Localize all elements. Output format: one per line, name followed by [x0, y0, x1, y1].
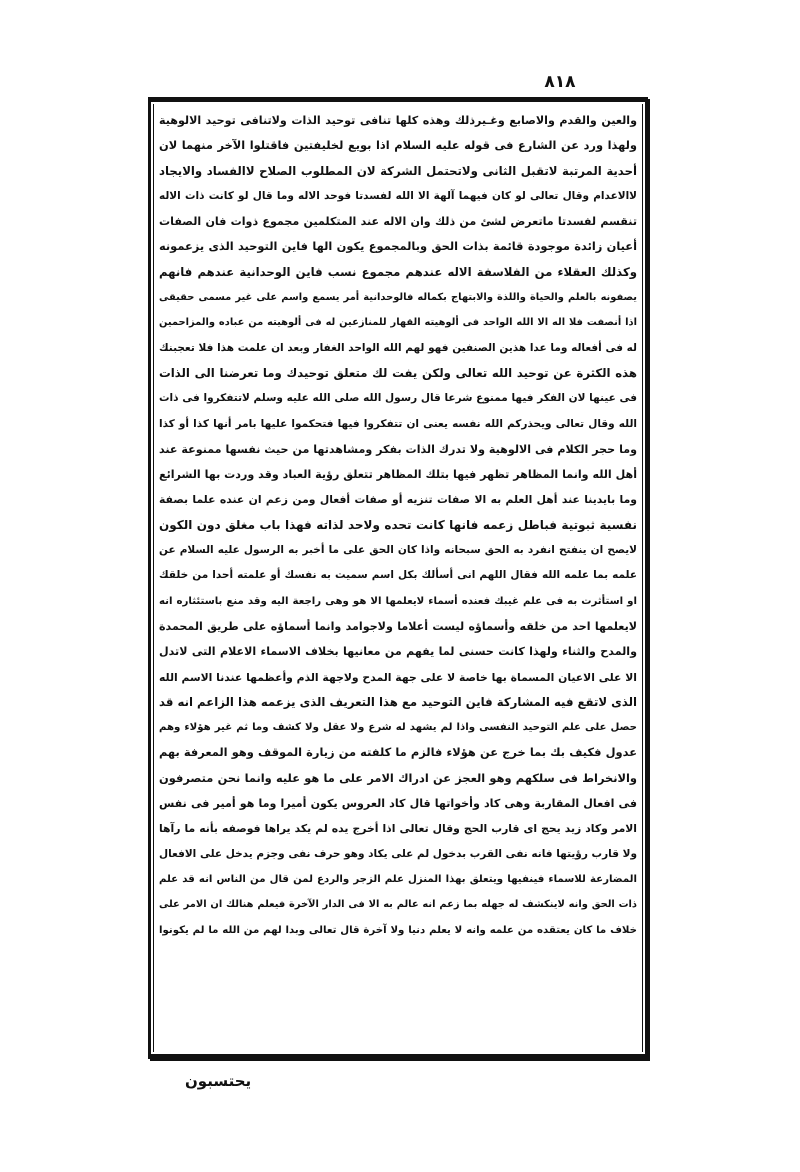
- text-line: تنقسم لفسدتا ماتعرض لشئ من ذلك وان الاله عند المتكلمين مجموع ذوات فان الصفات: [159, 215, 637, 229]
- text-line: وما بايدينا عند أهل العلم به الا صفات تنزيه أو صفات أفعال ومن زعم ان عنده علما بصفة: [159, 493, 637, 507]
- text-line: لايعلمها احد من خلقه وأسماؤه ليست أعلاما ولاجوامد وانما أسماؤه على طريق المحمدة: [159, 619, 637, 633]
- text-frame: [148, 97, 648, 1059]
- text-line: فى عينها لان الفكر فيها ممنوع شرعا قال رسول الله صلى الله عليه وسلم لاتتفكروا فى ذات: [159, 392, 637, 405]
- text-line: علمه بما علمه الله فقال اللهم انى أسألك بكل اسم سميت به نفسك أو علمته أحدا من خلقك: [159, 569, 637, 582]
- text-line: حصل على علم التوحيد النفسى واذا لم يشهد له شرع ولا عقل ولا كشف وما ثم غير هؤلاء وهم: [159, 722, 637, 734]
- text-line: ذات الحق وانه لاينكشف له جهله بما زعم انه عالم به الا فى الدار الآخرة فيعلم هنالك ان الامر على: [159, 899, 637, 911]
- text-line: هذه الكثرة عن توحيد الله تعالى ولكن يفت لك متعلق توحيدك وما تعرضنا الى الذات: [159, 365, 637, 380]
- text-line: فى افعال المقاربة وهى كاد وأخواتها قال كاد العروس يكون أميرا وما هو أمير فى نفس: [159, 797, 637, 811]
- text-line: الامر وكاد زيد يحج اى قارب الحج وقال تعالى اذا أخرج يده لم يكد يراها فوصفه بأنه ما رآها: [159, 822, 637, 836]
- text-line: والعين والقدم والاصابع وغـيرذلك وهذه كلها تنافى توحيد الذات ولاتنافى توحيد الالوهية: [159, 114, 637, 127]
- text-line: وكذلك العقلاء من الفلاسفة الاله عندهم مجموع نسب فاين الوحدانية عندهم فانهم: [159, 264, 637, 279]
- text-line: المضارعة للاسماء فينفيها ويتعلق بهذا المنزل علم الزجر والردع لمن قال من الناس انه قد علم: [159, 873, 637, 885]
- text-line: والانخراط فى سلكهم وهو العجز عن ادراك الامر على ما هو عليه وانما نحن متصرفون: [159, 770, 637, 785]
- text-line: والمدح والثناء ولهذا كانت حسنى لما يفهم من معانيها بخلاف الاسماء الاعلام التى لاتدل: [159, 645, 637, 659]
- text-line: نفسية ثبوتية فباطل زعمه فانها كانت تحده ولاحد لذاته فهذا باب مغلق دون الكون: [159, 517, 637, 532]
- text-line: خلاف ما كان يعتقده من علمه وانه لا يعلم دنيا ولا آخرة قال تعالى وبدا لهم من الله ما لم يكونوا: [159, 924, 637, 936]
- page-number: ٨١٨: [544, 72, 576, 92]
- text-line: عدول فكيف بك بما خرج عن هؤلاء فالزم ما كلفته من زيارة الموقف وهو المعرفة بهم: [159, 745, 637, 760]
- text-line: الله وقال تعالى ويحذركم الله نفسه يعنى ان تتفكروا فيها فتحكموا عليها بامر أنها كذا أو كذا: [159, 417, 637, 430]
- text-line: له فى أفعاله وما عدا هذين الصنفين فهو لهم الله الواحد الغفار وبعد ان علمت هذا فلا تعجبنك: [159, 341, 637, 354]
- catchword: يحتسبون: [185, 1072, 252, 1090]
- text-line: وما حجر الكلام فى الالوهية ولا تدرك الذات بفكر ومشاهدتها من حيث نفسها ممنوعة عند: [159, 442, 637, 456]
- text-line: ولا قارب رؤيتها فانه نفى القرب بدخول لم على يكاد وهو حرف نفى وجزم يدخل على الافعال: [159, 847, 637, 860]
- text-line: الذى لاتقع فيه المشاركة فاين التوحيد مع هذا التعريف الذى يزعمه هذا الزاعم انه قد: [159, 694, 637, 709]
- text-line: أحدية المرتبة لاتقبل الثانى ولاتحتمل الشركة لان المطلوب الصلاح لاالفساد والايجاد: [159, 163, 637, 178]
- text-line: أعيان زائدة موجودة قائمة بذات الحق وبالمجموع يكون الها فاين التوحيد الذى يزعمونه: [159, 239, 637, 254]
- text-line: يصفونه بالعلم والحياة واللذة والابتهاج بكماله فالوحدانية أمر يسمع واسم على غير مسمى حقيقى: [159, 292, 637, 304]
- text-line: لايصح ان ينفتح انفرد به الحق سبحانه واذا كان الحق على ما أخبر به الرسول عليه السلام عن: [159, 544, 637, 557]
- text-line: ولهذا ورد عن الشارع فى قوله عليه السلام اذا بويع لخليفتين فاقتلوا الآخر منهما لان: [159, 138, 637, 153]
- text-line: الا على الاعيان المسماة بها خاصة لا على جهة المدح ولاجهة الذم وأعظمها عندنا الاسم الله: [159, 670, 637, 684]
- text-line: او استأثرت به فى علم غيبك فعنده أسماء لايعلمها الا هو وهى راجعة اليه وقد منع باستئثاره انه: [159, 595, 637, 607]
- text-line: أهل الله وانما المظاهر تظهر فيها بتلك المظاهر تتعلق رؤية العباد وقد وردت بها الشرائع: [159, 468, 637, 482]
- text-line: اذا أنصفت فلا اله الا الله الواحد فى ألوهيته القهار للمنازعين له فى ألوهيته من عباده والمزاحمين: [159, 317, 637, 329]
- text-line: لاالاعدام وقال تعالى لو كان فيهما آلهة الا الله لفسدتا فوحد الاله وما قال لو كانت ذات الاله: [159, 189, 637, 202]
- text-block: [159, 108, 637, 943]
